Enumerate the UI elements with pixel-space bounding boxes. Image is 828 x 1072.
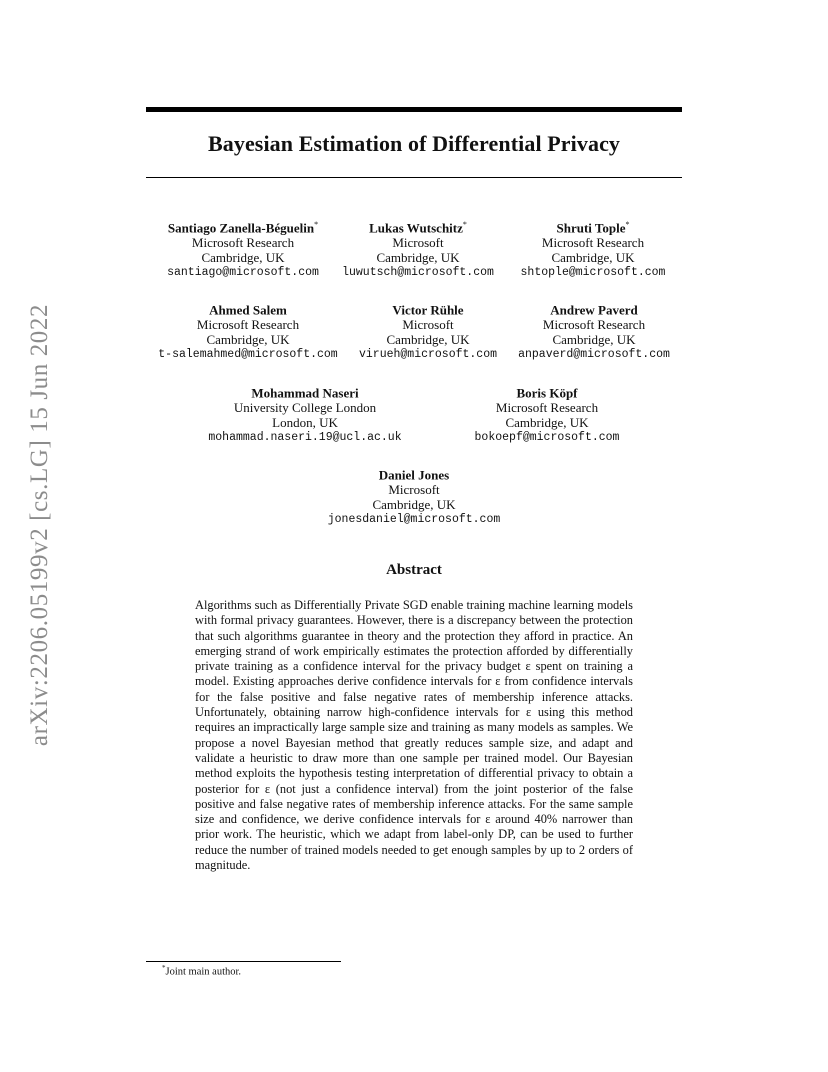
paper-title: Bayesian Estimation of Differential Privacy (207, 131, 621, 156)
author-block (359, 299, 497, 362)
author-location: Cambridge, UK (201, 250, 285, 266)
author-email: shtople@microsoft.com (520, 266, 666, 280)
author-name: Daniel Jones (378, 467, 450, 483)
author-email: bokoepf@microsoft.com (474, 431, 620, 445)
author-block (158, 299, 337, 362)
footnote-mark: * (162, 964, 166, 972)
author-name: Boris Köpf (516, 385, 578, 401)
author-location: Cambridge, UK (376, 250, 460, 266)
author-name: Victor Rühle (392, 302, 464, 318)
author-affiliation: Microsoft (402, 317, 454, 333)
author-name: Ahmed Salem (209, 302, 287, 318)
title-rule-top (146, 107, 682, 112)
author-email: mohammad.naseri.19@ucl.ac.uk (208, 431, 402, 445)
author-affiliation: Microsoft Research (541, 235, 645, 251)
author-email: jonesdaniel@microsoft.com (327, 513, 501, 527)
author-location: Cambridge, UK (505, 415, 589, 431)
author-affiliation: Microsoft (388, 482, 440, 498)
author-name: Andrew Paverd (550, 302, 638, 318)
author-location: Cambridge, UK (386, 332, 470, 348)
footnote-text: Joint main author. (165, 966, 242, 978)
author-email: luwutsch@microsoft.com (342, 266, 494, 280)
author-email: t-salemahmed@microsoft.com (158, 348, 338, 362)
author-affiliation: Microsoft (392, 235, 444, 251)
author-email: virueh@microsoft.com (358, 348, 498, 362)
author-block (167, 217, 319, 280)
author-location: London, UK (272, 415, 338, 431)
abstract-text: Algorithms such as Differentially Private SGD enable training machine learning models with formal privacy guarantees. However, there is a discrepancy between the protection that such algorithms guarantee in theory and the protection they afford in practice. An emerging strand of work empirically estimates the protection afforded by differentially private training as a confidence interval for the privacy budget ε spent on training a model. Existing approaches derive confidence intervals for ε from confidence intervals for the false positive and false negative rates of membership inference attacks. Unfortunately, obtaining narrow high-confidence intervals for ε using this method requires an impractically large sample size and training as many models as samples. We propose a novel Bayesian method that greatly reduces sample size, and adapt and validate a heuristic to draw more than one sample per trained model. Our Bayesian method exploits the hypothesis testing interpretation of differential privacy to obtain a posterior for ε (not just a confidence interval) from the joint posterior of the false positive and false negative rates of membership inference attacks. For the same sample size and confidence, we derive confidence intervals for ε around 40% narrower than prior work. The heuristic, which we adapt from label-only DP, can be used to further reduce the number of trained models needed to get enough samples by up to 2 orders of magnitude. (195, 598, 633, 873)
author-block (208, 382, 401, 445)
author-email: santiago@microsoft.com (167, 266, 319, 280)
author-location: Cambridge, UK (552, 332, 636, 348)
author-location: Cambridge, UK (206, 332, 290, 348)
author-name: Shruti Tople* (556, 220, 630, 236)
author-affiliation: Microsoft Research (495, 400, 599, 416)
title-rule-bottom (146, 177, 682, 178)
footnote-rule (146, 961, 341, 962)
author-block (342, 217, 494, 280)
author-block (521, 217, 666, 280)
author-name: Santiago Zanella-Béguelin* (167, 220, 319, 236)
author-email: anpaverd@microsoft.com (518, 348, 670, 362)
author-affiliation: Microsoft Research (191, 235, 295, 251)
author-affiliation: Microsoft Research (196, 317, 300, 333)
author-location: Cambridge, UK (551, 250, 635, 266)
footnote (162, 964, 241, 978)
author-location: Cambridge, UK (372, 497, 456, 513)
author-name: Mohammad Naseri (251, 385, 359, 401)
arxiv-identifier-text: arXiv:2206.05199v2 [cs.LG] 15 Jun 2022 (26, 303, 54, 747)
author-affiliation: Microsoft Research (542, 317, 646, 333)
arxiv-identifier (20, 290, 60, 760)
author-affiliation: University College London (233, 400, 377, 416)
author-name: Lukas Wutschitz* (369, 220, 467, 236)
abstract-heading: Abstract (386, 562, 442, 578)
author-block (475, 382, 620, 445)
author-block (518, 299, 670, 362)
author-block (328, 464, 501, 527)
